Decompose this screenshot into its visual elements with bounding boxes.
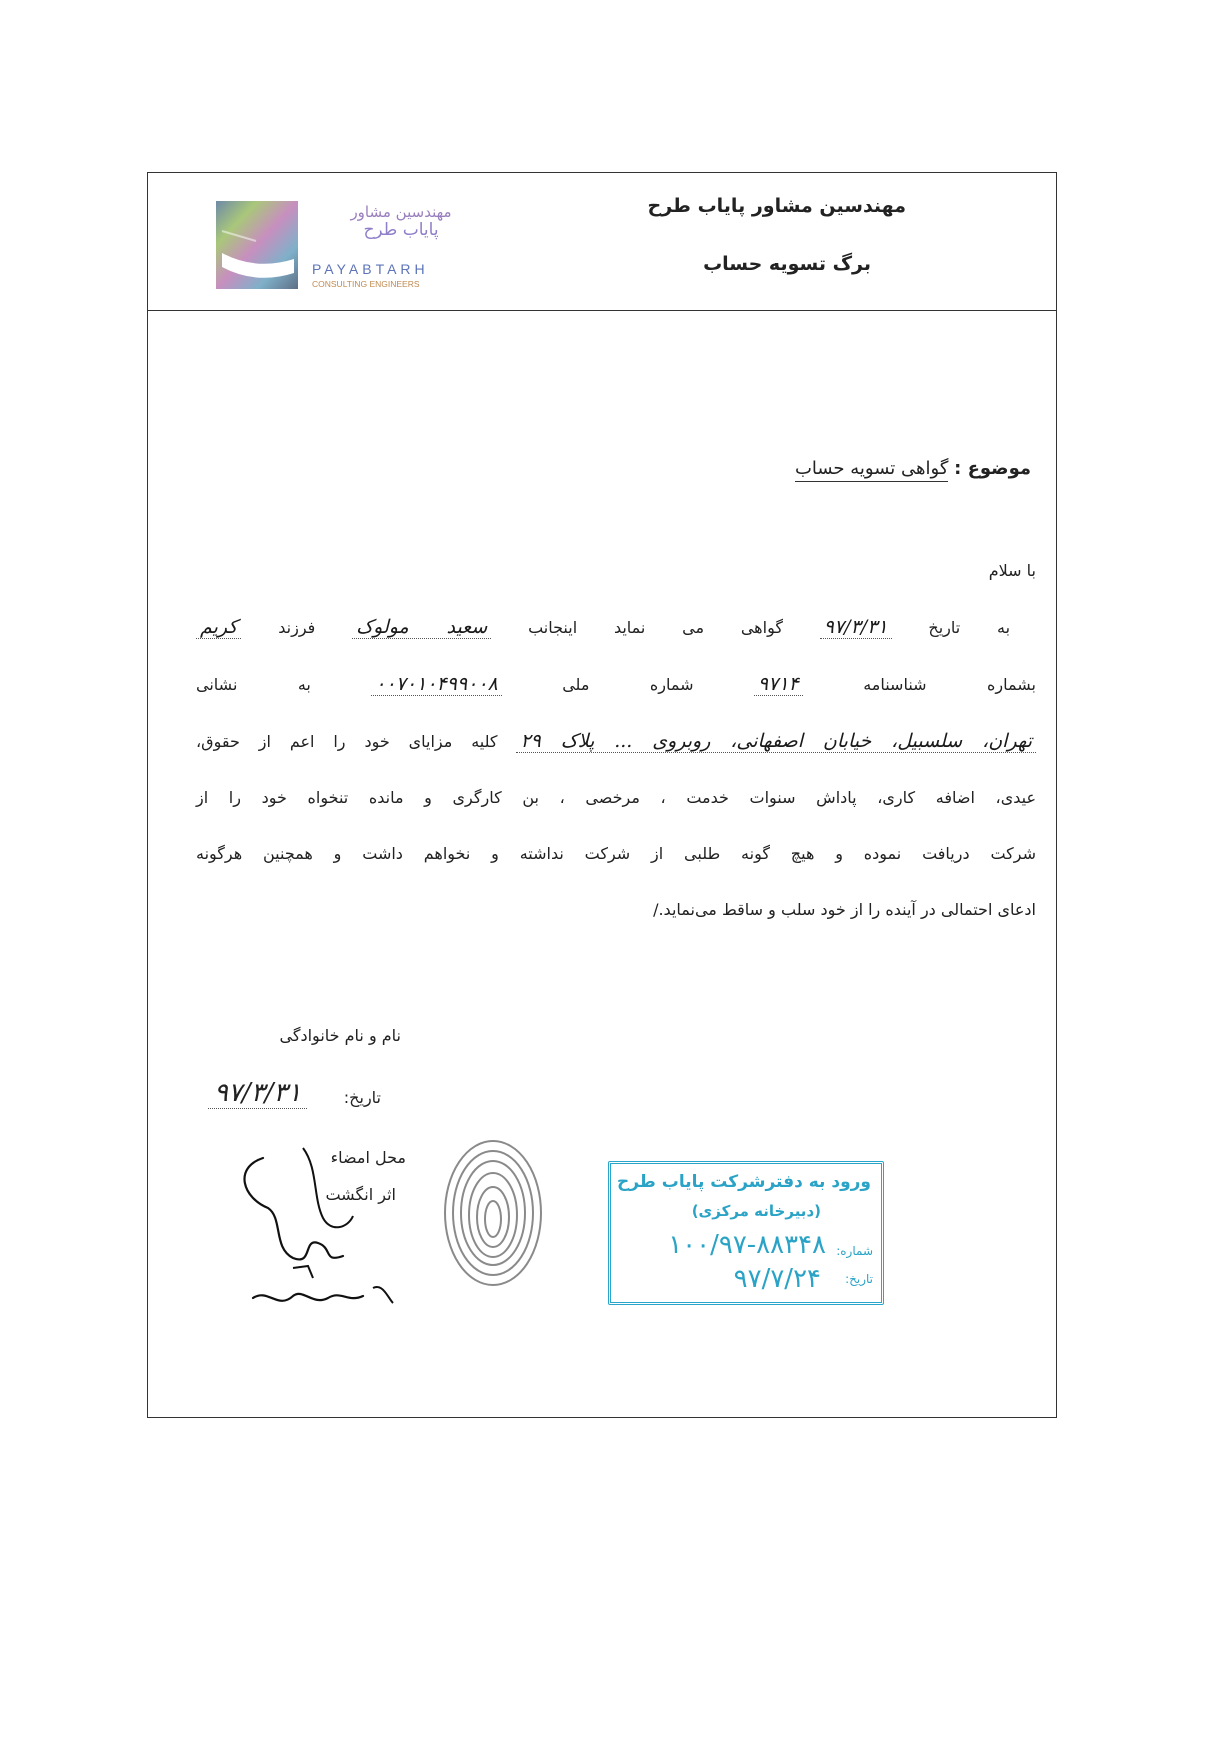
signature-place-label: محل امضاء <box>330 1148 406 1167</box>
logo-fa-line2: پایاب طرح <box>363 220 439 240</box>
header-divider <box>148 310 1056 311</box>
signed-date-handwritten: ۹۷/۳/۳۱ <box>208 1078 307 1109</box>
stamp-number-label: شماره: <box>836 1244 873 1258</box>
company-name: مهندسین مشاور پایاب طرح <box>647 195 906 217</box>
letter-line-4: عیدی، اضافه کاری، پاداش سنوات خدمت ، مرخصی ، بن کارگری و مانده تنخواه خود را از <box>196 788 1036 807</box>
line2-part-a: بشماره شناسنامه <box>863 675 1036 694</box>
logo-mark-icon <box>216 201 298 289</box>
stamp-date: ۹۷/۷/۲۴ <box>733 1264 821 1294</box>
registry-stamp <box>608 1161 884 1305</box>
letter-line-1 <box>196 599 1036 656</box>
letter-line-5: شرکت دریافت نموده و هیچ گونه طلبی از شرکت نداشته و نخواهم داشت و همچنین هرگونه <box>196 844 1036 863</box>
date-handwritten: ۹۷/۳/۳۱ <box>820 616 892 639</box>
address-handwritten: تهران، سلسبیل، خیابان اصفهانی، روبروی ... پلاک ۲۹ <box>516 730 1036 753</box>
line1-part-c: فرزند <box>278 618 316 637</box>
stamp-date-label: تاریخ: <box>845 1272 873 1286</box>
line2-part-c: به نشانی <box>196 675 311 694</box>
fingerprint-icon <box>438 1133 548 1293</box>
line3-text: کلیه مزایای خود را اعم از حقوق، <box>196 732 498 751</box>
subject-label: موضوع : <box>954 458 1031 479</box>
greeting: با سلام <box>988 561 1036 580</box>
company-logo <box>216 201 516 296</box>
signature-icon <box>223 1138 413 1318</box>
form-title: برگ تسویه حساب <box>703 253 871 275</box>
subject-value: گواهی تسویه حساب <box>795 458 948 482</box>
letter-line-6: ادعای احتمالی در آینده را از خود سلب و ساقط می‌نماید./ <box>653 900 1036 919</box>
letter-line-2 <box>196 656 1036 713</box>
subject-line <box>795 458 1031 479</box>
name-label: نام و نام خانوادگی <box>279 1026 401 1045</box>
father-name-handwritten: کریم <box>196 616 241 639</box>
logo-fa-line1: مهندسین مشاور <box>350 203 452 221</box>
stamp-title: ورود به دفترشرکت پایاب طرح <box>616 1172 871 1192</box>
logo-en-line1: PAYABTARH <box>312 261 429 277</box>
letter-line-3 <box>196 713 1036 770</box>
employee-name-handwritten: سعید مولوک <box>352 616 491 639</box>
national-id: ۰۰۷۰۱۰۴۹۹۰۰۸ <box>371 673 501 696</box>
stamp-subtitle: (دبیرخانه مرکزی) <box>691 1202 821 1220</box>
stamp-number: ۱۰۰/۹۷-۸۸۳۴۸ <box>668 1230 826 1260</box>
line2-part-b: شماره ملی <box>562 675 694 694</box>
line1-part-a: به تاریخ <box>928 618 1011 637</box>
date-label: تاریخ: <box>343 1088 381 1107</box>
birth-cert-number: ۹۷۱۴ <box>754 673 803 696</box>
document-frame <box>147 172 1057 1418</box>
letter-body <box>196 543 1036 938</box>
line1-part-b: گواهی می نماید اینجانب <box>528 618 783 637</box>
fingerprint-label: اثر انگشت <box>325 1185 396 1204</box>
logo-en-line2: CONSULTING ENGINEERS <box>312 279 420 289</box>
